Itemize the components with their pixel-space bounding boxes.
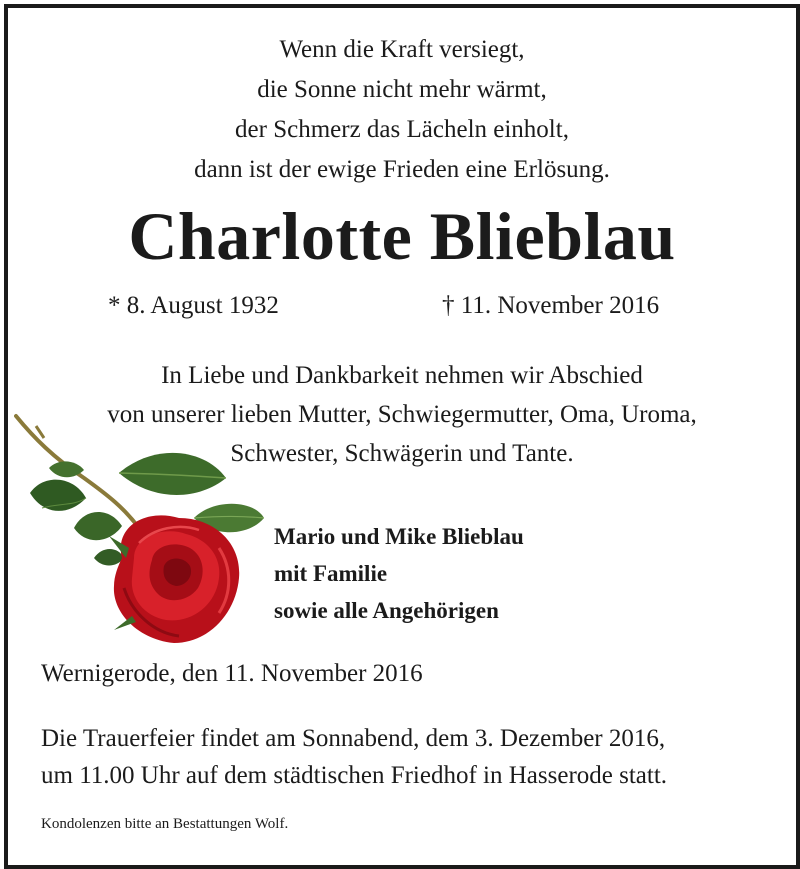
poem xyxy=(8,30,796,190)
ceremony-info xyxy=(41,720,667,794)
obituary-frame xyxy=(4,4,800,869)
farewell-line: von unserer lieben Mutter, Schwiegermutter, Oma, Uroma, xyxy=(107,401,697,428)
poem-line: der Schmerz das Lächeln einholt, xyxy=(235,116,569,143)
place-and-date: Wernigerode, den 11. November 2016 xyxy=(41,660,423,687)
death-date: † 11. November 2016 xyxy=(442,292,660,319)
mourner-line: mit Familie xyxy=(274,561,388,586)
ceremony-line: Die Trauerfeier findet am Sonnabend, dem 3. Dezember 2016, xyxy=(41,725,666,752)
farewell-line: Schwester, Schwägerin und Tante. xyxy=(230,440,574,467)
mourners xyxy=(274,518,524,629)
red-rose-icon xyxy=(14,408,284,658)
birth-date: * 8. August 1932 xyxy=(108,292,279,319)
poem-line: Wenn die Kraft versiegt, xyxy=(279,36,525,63)
farewell-line: In Liebe und Dankbarkeit nehmen wir Abschied xyxy=(161,362,643,389)
mourner-line: Mario und Mike Blieblau xyxy=(274,524,524,549)
poem-line: dann ist der ewige Frieden eine Erlösung. xyxy=(194,156,610,183)
condolences-note: Kondolenzen bitte an Bestattungen Wolf. xyxy=(41,816,289,832)
mourner-line: sowie alle Angehörigen xyxy=(274,598,499,623)
ceremony-line: um 11.00 Uhr auf dem städtischen Friedhof in Hasserode statt. xyxy=(41,762,668,789)
deceased-name: Charlotte Blieblau xyxy=(128,198,676,274)
poem-line: die Sonne nicht mehr wärmt, xyxy=(257,76,547,103)
